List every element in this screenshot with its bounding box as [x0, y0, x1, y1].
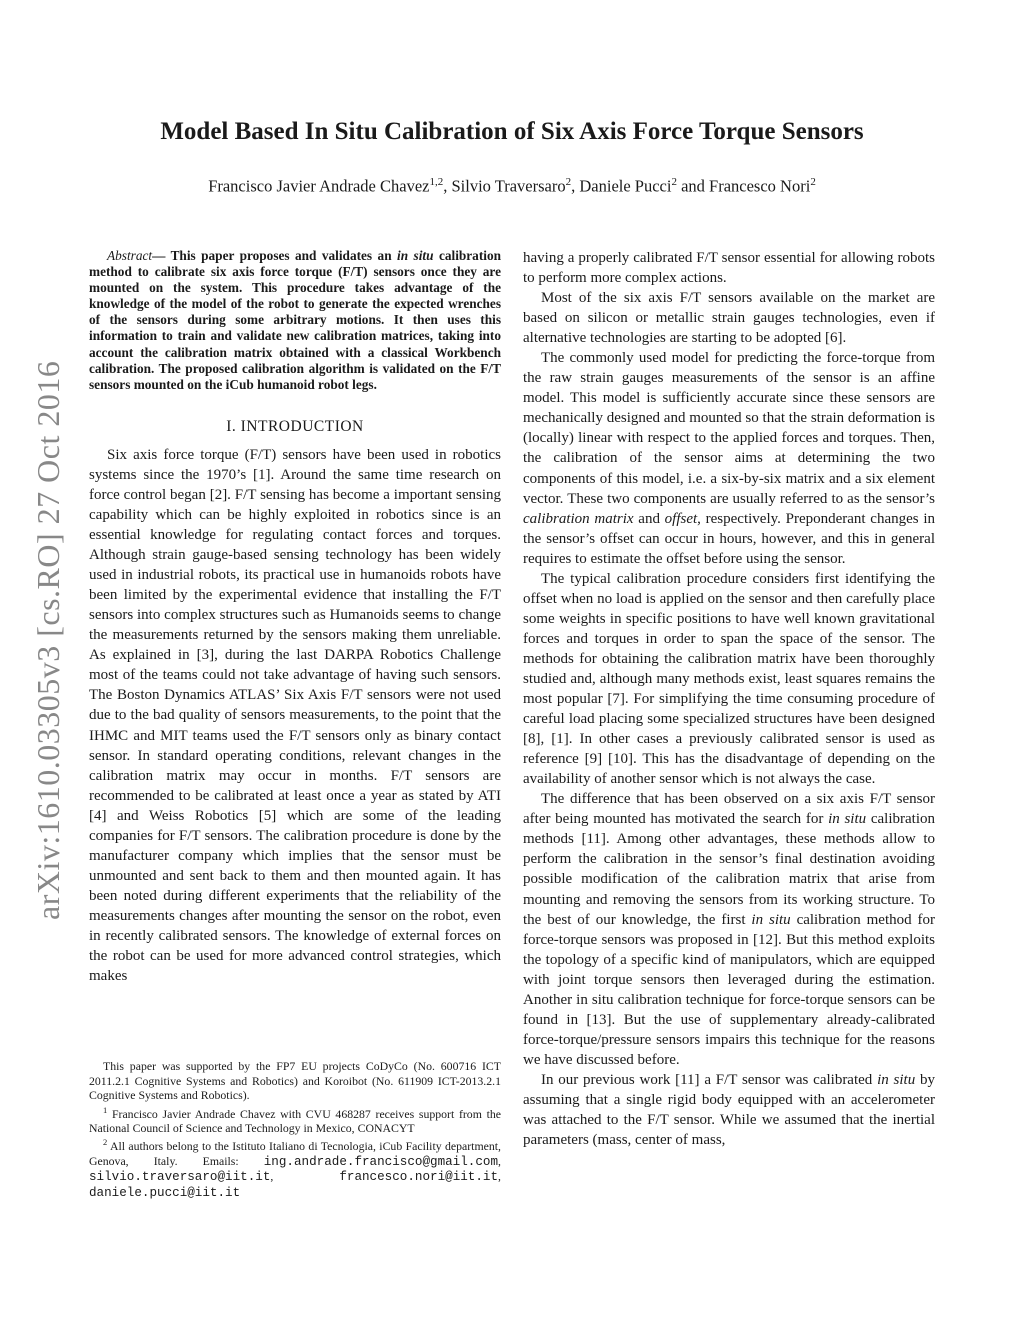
emphasis: in situ — [751, 911, 791, 928]
email-link[interactable]: daniele.pucci@iit.it — [89, 1185, 241, 1200]
body-text: calibration methods [11]. Among other advantages, these methods allow to perform the calibration in the sensor’s final destination avoiding possible modification of the calibration matrix that arise from mounting and removing the sensors from its working structure. To the best of our knowledge, the first — [523, 811, 936, 928]
body-text: calibration method for force-torque sensors was proposed in [12]. But this method exploits the topology of a specific kind of manipulators, which are equipped with joint torque sensors then leveraged during the estimation. Another in situ calibration technique for force-torque sensors can be found in [13]. But the use of supplementary already-calibrated force-torque/pressure sensors impairs this technique for the reasons we have discussed before. — [523, 911, 936, 1068]
body-text: The commonly used model for predicting the force-torque from the raw strain gauges measurements of the sensor is an affine model. This model is sufficiently accurate since these sensors are mechanically designed and mounted so that the strain deformation is (locally) linear with respect to the applied forces and torques. Then, the calibration of the sensor aims at determining the two components of this model, i.e. a six-by-six matrix and a six element vector. These two components are usually referred to as the sensor’s — [523, 350, 935, 507]
abstract-dash: — — [152, 248, 171, 263]
footnote-mark: 1 — [103, 1104, 108, 1115]
body-paragraph — [523, 789, 935, 1070]
body-paragraph: having a properly calibrated F/T sensor essential for allowing robots to perform more complex actions. — [523, 250, 935, 287]
affiliation-mark: 2 — [671, 176, 677, 188]
body-text: In our previous work [11] a F/T sensor was calibrated — [541, 1071, 878, 1088]
author-list — [0, 176, 1024, 197]
body-text: The difference that has been observed on a six axis F/T sensor after being mounted has motivated the search for — [523, 791, 935, 828]
email-link[interactable]: silvio.traversaro@iit.it — [89, 1170, 271, 1185]
right-column — [523, 248, 935, 1150]
body-paragraph — [523, 1070, 935, 1150]
footnote-text: All authors belong to the Istituto Italiano di Tecnologia, iCub Facility department, Genova, Italy. Emails: — [89, 1139, 501, 1168]
author-name: , Daniele Pucci — [571, 176, 672, 196]
arxiv-sidebar — [30, 360, 70, 960]
body-paragraph — [523, 348, 935, 569]
body-paragraph: Most of the six axis F/T sensors available on the market are based on silicon or metallic strain gauges technologies, even if alternative technologies are starting to be adopted [6]. — [523, 290, 935, 347]
funding-note: This paper was supported by the FP7 EU projects CoDyCo (No. 600716 ICT 2011.2.1 Cognitive Systems and Robotics) and Koroibot (No. 611909 ICT-2013.2.1 Cognitive Systems and Robotics). — [89, 1059, 501, 1102]
footnotes — [89, 1059, 501, 1200]
body-text: , respectively. Preponderant changes in the sensor’s offset can occur in hours, however, and this in general requires to estimate the offset before using the sensor. — [523, 510, 935, 567]
paper-title: Model Based In Situ Calibration of Six Axis Force Torque Sensors — [160, 118, 864, 145]
author-name: , Silvio Traversaro — [443, 176, 566, 196]
emphasis: calibration matrix — [523, 510, 634, 527]
left-column — [89, 248, 501, 986]
author-name: Francisco Javier Andrade Chavez — [208, 176, 430, 196]
body-text: by assuming that a single rigid body equipped with an accelerometer was attached to the F/T sensor. While we assumed that the inertial parameters (mass, center of mass, — [523, 1071, 935, 1149]
abstract — [89, 248, 501, 393]
footnote-1 — [89, 1103, 501, 1136]
abstract-emphasis: in situ — [397, 248, 434, 263]
affiliation-mark: 1,2 — [429, 176, 444, 188]
email-link[interactable]: francesco.nori@iit.it — [339, 1170, 499, 1185]
section-heading: I. INTRODUCTION — [226, 417, 364, 435]
emphasis: in situ — [828, 811, 867, 828]
footnote-2: $^2$ All authors belong to the Istituto Italiano di Tecnologia, iCub Facility department, Genova, Italy. Emails: ing.andrade.francisco@gmail.com, silvio.traversaro@iit.it, francesco.nori@iit.it, daniele.pucci@iit.it — [89, 1137, 501, 1200]
footnote-text: Francisco Javier Andrade Chavez with CVU 468287 receives support from the National Council of Science and Technology in Mexico, CONACYT — [89, 1106, 501, 1135]
affiliation-mark: 2 — [810, 176, 816, 188]
email-link[interactable]: ing.andrade.francisco@gmail.com — [263, 1154, 499, 1169]
author-name: and Francesco Nori — [676, 176, 811, 196]
emphasis: offset — [664, 510, 698, 527]
arxiv-identifier: arXiv:1610.03305v3 [cs.RO] 27 Oct 2016 — [30, 360, 66, 920]
abstract-text: This paper proposes and validates an — [170, 248, 398, 263]
footnote-mark: 2 — [103, 1137, 108, 1148]
affiliation-mark: 2 — [565, 176, 572, 188]
body-text: and — [633, 510, 665, 527]
abstract-label: Abstract — [107, 248, 153, 263]
intro-paragraph: Six axis force torque (F/T) sensors have been used in robotics systems since the 1970’s [1]. Around the same time research on force control began [2]. F/T sensing has become a important sensing capability which can be highly exploited in robotics since is an essential knowledge for regulating contact forces and torques. Although strain gauge-based sensing technology has been widely used in industrial robots, its practical use in humanoids robots have been limited by the experimental evidence that installing the F/T sensors into complex structures such as Humanoids seems to change the measurements returned by the sensors making them unreliable. As explained in [3], during the last DARPA Robotics Challenge most of the teams could not take advantage of having such sensors. The Boston Dynamics ATLAS’ Six Axis F/T sensors were not used due to the bad quality of sensors measurements, to the point that the IHMC and MIT teams used the F/T sensors only as binary contact sensor. In standard operating conditions, relevant changes in the calibration matrix may occur in months. F/T sensors are recommended to be calibrated at least once a year as stated by ATI [4] and Weiss Robotics [5] which are some of the leading companies for F/T sensors. The calibration procedure is done by the manufacturer company which implies that the sensor must be unmounted and sent back to them and then mounted again. It has been noted during different experiments that the reliability of the measurements changes after mounting the sensor on the robot, even in recently calibrated sensors. The knowledge of external forces on the robot can be used for more advanced control strategies, which makes — [89, 446, 501, 985]
emphasis: in situ — [877, 1071, 916, 1088]
abstract-text: calibration method to calibrate six axis force torque (F/T) sensors once they are mounted on the system. This procedure takes advantage of the knowledge of the model of the robot to generate the expected wrenches of the sensors during some arbitrary motions. It then uses this information to train and validate new calibration matrices, taking into account the calibration matrix obtained with a classical Workbench calibration. The proposed calibration algorithm is validated on the F/T sensors mounted on the iCub humanoid robot legs. — [89, 248, 502, 392]
body-paragraph: The typical calibration procedure considers first identifying the offset when no load is applied on the sensor and then carefully place some weights in specific positions to have well known gravitational forces and torques in order to span the space of the sensor. The methods for obtaining the calibration matrix have been thoroughly studied and, although many methods exist, least squares remains the most popular [7]. For simplifying the time consuming procedure of careful load placing some specialized structures have been designed [8], [1]. In other cases a previously calibrated sensor is used as reference [9] [10]. This has the disadvantage of depending on the availability of another sensor which is not always the case. — [523, 570, 935, 788]
